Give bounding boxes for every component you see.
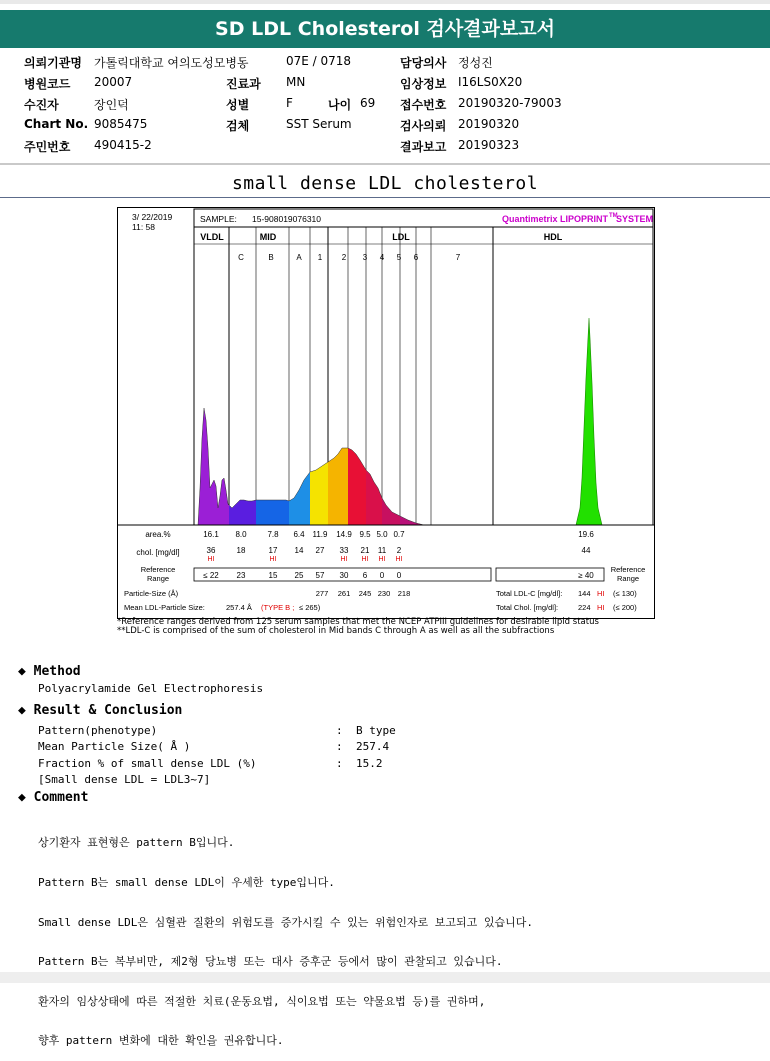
total-chol-value: 224 xyxy=(578,603,591,612)
area-value: 8.0 xyxy=(235,530,247,539)
request-label: 검사의뢰 xyxy=(400,119,447,133)
group-label: MID xyxy=(259,232,277,242)
ref-value: 0 xyxy=(379,571,385,580)
divider xyxy=(0,163,770,165)
total-ldl-ref: (≤ 130) xyxy=(613,589,637,598)
total-chol-ref: (≤ 200) xyxy=(613,603,637,612)
sex-label: 성별 xyxy=(226,98,250,112)
diamond-bullet-icon: ◆ xyxy=(18,790,26,805)
bottom-strip xyxy=(0,972,770,983)
chol-value: 21 xyxy=(360,546,370,555)
ref-value: ≤ 22 xyxy=(203,571,219,580)
request-value: 20190320 xyxy=(458,117,520,131)
particle-sizes xyxy=(316,589,411,598)
mean-size-value: 257.4 Å xyxy=(226,603,252,612)
particle-size-value: 230 xyxy=(377,589,391,598)
particle-size-value: 245 xyxy=(358,589,372,598)
group-labels xyxy=(200,232,562,242)
report-label: 결과보고 xyxy=(400,140,447,154)
brand-tm: TM xyxy=(609,213,618,219)
method-heading-text: Method xyxy=(33,664,81,679)
chol-value: 36 xyxy=(206,546,216,555)
chart-time: 11: 58 xyxy=(132,222,156,232)
chol-value: 2 xyxy=(396,546,402,555)
band-label: 6 xyxy=(413,253,419,262)
doctor-value: 정성진 xyxy=(458,56,493,70)
doctor-label: 담당의사 xyxy=(400,56,447,70)
brand-name: Quantimetrix LIPOPRINT xyxy=(501,214,608,224)
dept-value: MN xyxy=(286,75,306,89)
result-key: Fraction % of small dense LDL (%) xyxy=(38,757,257,770)
receipt-label: 접수번호 xyxy=(400,98,447,112)
diamond-bullet-icon: ◆ xyxy=(18,703,26,718)
report-title: SD LDL Cholesterol 검사결과보고서 xyxy=(0,10,770,48)
footnote-reference: *Reference ranges derived from 125 serum samples that met the NCEP ATPIII guidelines for desirable lipid status xyxy=(117,617,599,627)
group-label: HDL xyxy=(543,232,563,242)
ref-value: 6 xyxy=(362,571,368,580)
age-value: 69 xyxy=(360,96,376,110)
result-row xyxy=(38,724,396,737)
institution-label: 의뢰기관명 xyxy=(24,56,82,70)
band-label: C xyxy=(238,253,244,262)
peak-c xyxy=(229,500,256,525)
hospital-code-value: 20007 xyxy=(94,75,133,89)
chart-date: 3/ 22/2019 xyxy=(132,212,173,222)
ref-value: 15 xyxy=(268,571,278,580)
peak-a xyxy=(289,472,310,525)
hi-flag: HI xyxy=(340,556,348,563)
chol-value: 17 xyxy=(268,546,278,555)
ref-value: 57 xyxy=(315,571,325,580)
chol-value: 11 xyxy=(377,546,387,555)
method-heading xyxy=(18,664,263,679)
peak-ldl6 xyxy=(400,516,424,525)
fraction-table xyxy=(203,530,594,580)
chart-svg xyxy=(118,208,654,618)
hospital-code-label: 병원코드 xyxy=(24,77,71,91)
sample-id: 15-908019076310 xyxy=(252,214,322,224)
comment-heading xyxy=(18,790,88,805)
peak-ldl4 xyxy=(366,470,382,525)
comment-line: Pattern B는 복부비만, 제2형 당뇨병 또는 대사 증후군 등에서 많이 관찰되고 있습니다. xyxy=(38,955,503,969)
area-value: 9.5 xyxy=(359,530,371,539)
particle-size-value: 218 xyxy=(397,589,411,598)
lipoprint-chart xyxy=(117,207,655,619)
result-colon: : xyxy=(336,724,343,737)
area-value: 6.4 xyxy=(293,530,305,539)
mean-size-type: (TYPE B ; xyxy=(261,603,295,612)
comment-line: 환자의 임상상태에 따른 적절한 치료(운동요법, 식이요법 또는 약물요법 등)를 권하며, xyxy=(38,994,486,1008)
ward-value: 07E / 0718 xyxy=(286,54,352,68)
area-value: 0.7 xyxy=(393,530,405,539)
particle-size-label: Particle-Size (Å) xyxy=(124,589,179,598)
band-label: 5 xyxy=(396,253,402,262)
patient-label: 수진자 xyxy=(24,98,59,112)
chol-value: 18 xyxy=(236,546,246,555)
chart-footnotes xyxy=(117,618,599,636)
peak-ldl5 xyxy=(382,498,400,525)
result-value: B type xyxy=(356,724,396,737)
area-value: 11.9 xyxy=(312,530,328,539)
dept-label: 진료과 xyxy=(226,77,261,91)
result-row xyxy=(38,740,389,753)
comment-line: Pattern B는 small dense LDL이 우세한 type입니다. xyxy=(38,876,335,890)
ref-value: 0 xyxy=(396,571,402,580)
band-label: 2 xyxy=(341,253,347,262)
divider xyxy=(0,197,770,198)
total-ldl-value: 144 xyxy=(578,589,591,598)
result-heading xyxy=(18,703,182,718)
total-ldl-flag: HI xyxy=(597,589,605,598)
reference-right-label: Reference xyxy=(610,565,646,574)
band-label: A xyxy=(296,253,302,262)
ref-value: 25 xyxy=(294,571,304,580)
total-chol-flag: HI xyxy=(597,603,605,612)
total-chol-label: Total Chol. [mg/dl]: xyxy=(496,603,559,612)
mean-size-label: Mean LDL-Particle Size: xyxy=(124,603,205,612)
hi-flag: HI xyxy=(207,556,215,563)
diamond-bullet-icon: ◆ xyxy=(18,664,26,679)
hi-flag: HI xyxy=(395,556,403,563)
range-row-label: Range xyxy=(146,574,170,583)
hi-flag: HI xyxy=(361,556,369,563)
comment-body xyxy=(38,810,533,1061)
hi-flag: HI xyxy=(269,556,277,563)
footnote-ldl: **LDL-C is comprised of the sum of cholesterol in Mid bands C through A as well as all the subfractions xyxy=(117,626,555,636)
result-heading-text: Result & Conclusion xyxy=(33,703,183,718)
result-section xyxy=(18,703,182,718)
range-right-label: Range xyxy=(616,574,640,583)
area-value: 5.0 xyxy=(376,530,388,539)
clinical-value: I16LS0X20 xyxy=(458,75,523,89)
report-value: 20190323 xyxy=(458,138,520,152)
peak-hdl xyxy=(576,318,602,525)
comment-heading-text: Comment xyxy=(33,790,89,805)
ref-value: ≥ 40 xyxy=(578,571,594,580)
chol-value: 27 xyxy=(315,546,325,555)
peak-ldl3 xyxy=(348,448,366,525)
result-row xyxy=(38,757,383,770)
specimen-value: SST Serum xyxy=(286,117,352,131)
sample-label: SAMPLE: xyxy=(200,214,237,224)
result-note: [Small dense LDL = LDL3~7] xyxy=(38,773,211,786)
top-strip xyxy=(0,0,770,4)
group-label: VLDL xyxy=(200,232,224,242)
comment-line: 향후 pattern 변화에 대한 확인을 권유합니다. xyxy=(38,1034,284,1048)
mean-size-ref: ≤ 265) xyxy=(299,603,321,612)
age-label: 나이 xyxy=(328,98,352,112)
result-colon: : xyxy=(336,757,343,770)
result-colon: : xyxy=(336,740,343,753)
chol-row-label: chol. [mg/dl] xyxy=(136,548,180,557)
reference-row-label: Reference xyxy=(140,565,176,574)
rrn-value: 490415-2 xyxy=(94,138,152,152)
peak-ldl2 xyxy=(328,448,348,525)
comment-line: Small dense LDL은 심혈관 질환의 위험도를 증가시킬 수 있는 위험인자로 보고되고 있습니다. xyxy=(38,915,533,929)
result-key: Mean Particle Size( Å ) xyxy=(38,740,191,753)
result-value: 15.2 xyxy=(356,757,383,770)
result-key: Pattern(phenotype) xyxy=(38,724,158,737)
method-section xyxy=(18,664,263,695)
result-value: 257.4 xyxy=(356,740,390,753)
chol-value: 14 xyxy=(294,546,304,555)
comment-line: 상기환자 표현형은 pattern B입니다. xyxy=(38,836,235,850)
section-subtitle: small dense LDL cholesterol xyxy=(231,173,539,194)
area-value: 19.6 xyxy=(578,530,594,539)
clinical-label: 임상정보 xyxy=(400,77,447,91)
ref-value: 30 xyxy=(339,571,349,580)
area-value: 16.1 xyxy=(203,530,219,539)
area-value: 7.8 xyxy=(267,530,279,539)
peak-b xyxy=(256,500,289,525)
area-value: 14.9 xyxy=(336,530,352,539)
chol-value: 44 xyxy=(581,546,591,555)
patient-value: 장인덕 xyxy=(94,98,129,112)
peak-ldl1 xyxy=(310,462,328,525)
band-label: 7 xyxy=(455,253,461,262)
hi-flag: HI xyxy=(378,556,386,563)
band-label: 4 xyxy=(379,253,385,262)
brand-suffix: SYSTEM xyxy=(616,214,654,224)
sex-value: F xyxy=(286,96,293,110)
total-ldl-label: Total LDL-C [mg/dl]: xyxy=(496,589,563,598)
institution-value: 가톨릭대학교 여의도성모병동 xyxy=(94,56,249,70)
chart-no-value: 9085475 xyxy=(94,117,148,131)
particle-size-value: 277 xyxy=(315,589,329,598)
chart-no-label: Chart No. xyxy=(24,117,89,131)
band-labels xyxy=(238,253,461,262)
chol-value: 33 xyxy=(339,546,349,555)
area-row-label: area.% xyxy=(145,530,171,539)
band-label: 1 xyxy=(317,253,323,262)
receipt-value: 20190320-79003 xyxy=(458,96,562,110)
group-label: LDL xyxy=(392,232,410,242)
method-text: Polyacrylamide Gel Electrophoresis xyxy=(38,682,264,695)
specimen-label: 검체 xyxy=(226,119,250,133)
rrn-label: 주민번호 xyxy=(24,140,71,154)
particle-size-value: 261 xyxy=(337,589,351,598)
band-label: 3 xyxy=(362,253,368,262)
comment-section xyxy=(18,790,88,805)
band-label: B xyxy=(268,253,274,262)
ref-value: 23 xyxy=(236,571,246,580)
